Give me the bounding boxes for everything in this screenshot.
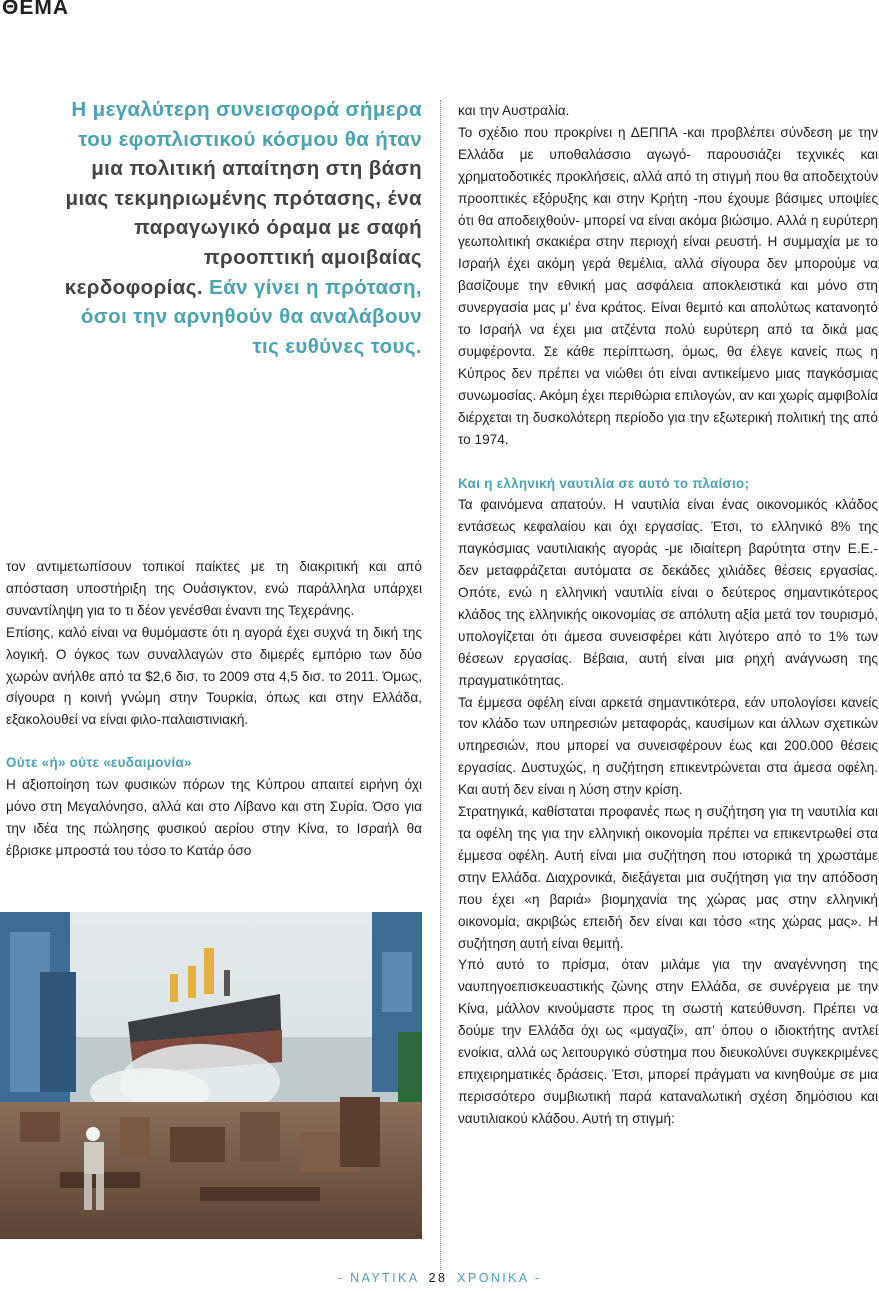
pull-quote-part-1: Η μεγαλύτερη συνεισφορά σήμερα του εφοπλιστικού κόσμου θα ήταν bbox=[71, 98, 422, 151]
subheading: Ούτε «ή» ούτε «ευδαιμονία» bbox=[6, 755, 192, 771]
paragraph: Υπό αυτό το πρίσμα, όταν μιλάμε για την αναγέννηση της ναυπηγοεπισκευαστικής ζώνης στην Ελλάδα, σε συνέργεια με την Κίνα, μάλλον κινούμαστε προς τη σωστή κατεύθυνση. Πρέπει να δούμε την Ελλάδα όχι ως «μαγαζί», απ’ όπου ο ιδιοκτήτης αντλεί ενοίκια, αλλά ως λειτουργικό σύστημα που διευκολύνει συγκεκριμένες επιχειρηματικές δράσεις. Έτσι, μπορεί πράγματι να κινηθούμε σε μια περισσότερο συμβιωτική παρά καταναλωτική σχέση δημόσιου και ναυτιλιακού κλάδου. Αυτή τη στιγμή: bbox=[458, 957, 878, 1126]
section-title: ΘΕΜΑ bbox=[2, 0, 69, 19]
paragraph: Το σχέδιο που προκρίνει η ΔΕΠΠΑ -και προβλέπει σύνδεση με την Ελλάδα με υποθαλάσσιο αγωγό- παρουσιάζει τεχνικές και χρηματοδοτικές προκλήσεις, αλλά από τη στιγμή που θα αποδειχτούν προοπτικές εξόρυξης και στην Κρήτη -που έχουμε βάσιμες υποψίες ότι θα αποδειχθούν- μπορεί να είναι ακόμα βιώσιμο. Αλλά η ευρύτερη γεωπολιτική σκακιέρα στην περιοχή είναι ρευστή. Η συμμαχία με το Ισραήλ έχει ακόμη γερά θεμέλια, αλλά σίγουρα δεν μπορούμε να βασίζουμε την εθνική μας ασφάλεια αποκλειστικά και μόνο στη συνεργασία μας μ’ ένα κράτος. Είναι θεμιτό και απολύτως κατανοητό το Ισραήλ να έχει μια ατζέντα πολύ ευρύτερη από τα δικά μας συμφέροντα. Σε κάθε περίπτωση, όμως, θα έλεγε κανείς πως η Κύπρος δεν πρέπει να νιώθει ότι είναι αντικείμενο μιας παγκόσμιας συνωμοσίας. Ακόμη έχει περιθώρια επιλογών, αν και χωρίς αμφιβολία διέρχεται τη δυσκολότερη περίοδο για την εξωτερική πολιτική της από το 1974. bbox=[458, 124, 878, 447]
paragraph: Τα φαινόμενα απατούν. Η ναυτιλία είναι ένας οικονομικός κλάδος εντάσεως κεφαλαίου και όχι εργασίας. Έτσι, το ελληνικό 8% της παγκόσμιας ναυτιλιακής αγοράς -με ιδιαίτερη βαρύτητα στην Ε.Ε.- δεν μεταφράζεται αυτόματα σε δεκάδες χιλιάδες θέσεις εργασίας. Οπότε, ενώ η ελληνική ναυτιλία είναι ο δεύτερος σημαντικότερος κλάδος της ελληνικής οικονομίας σε απόλυτη αξία μετά τον τουρισμό, υπολογίζεται ότι άμεσα συνεισφέρει κάτι λιγότερο από το 1% των θέσεων εργασίας. Βέβαια, αυτή είναι μια ρηχή ανάγνωση της πραγματικότητας. bbox=[458, 497, 878, 688]
paragraph: Τα έμμεσα οφέλη είναι αρκετά σημαντικότερα, εάν υπολογίσει κανείς τον κλάδο των υπηρεσιών μεταφοράς, καυσίμων και άλλων σχετικών υπηρεσιών, που μπορεί να συνεισφέρουν έως και 200.000 θέσεις εργασίας. Δυστυχώς, η συζήτηση επικεντρώνεται στα άμεσα οφέλη. Και αυτή δεν είναι η λύση στην κρίση. bbox=[458, 694, 878, 798]
right-column bbox=[458, 100, 878, 1130]
paragraph: Στρατηγικά, καθίσταται προφανές πως η συζήτηση για τη ναυτιλία και τα οφέλη της για την ελληνική οικονομία πρέπει να επικεντρωθεί στα έμμεσα οφέλη. Αυτή είναι μια συζήτηση που ιστορικά τη χρωστάμε στην Ελλάδα. Διαχρονικά, διεξάγεται μια συζήτηση για την απόδοση που έχει «η βαριά» βιομηχανία της χώρας μας στην ελληνική οικονομία, ακριβώς επειδή δεν είναι και τόσο «της χώρας μας». Η συζήτηση αυτή είναι θεμιτή. bbox=[458, 804, 878, 951]
footer-magazine-left: - ΝΑΥΤΙΚΑ bbox=[337, 1271, 419, 1285]
footer-magazine-right: ΧΡΟΝΙΚΑ - bbox=[457, 1271, 542, 1285]
page-footer bbox=[0, 1271, 879, 1285]
left-column bbox=[6, 556, 422, 862]
pull-quote-part-2: μια πολιτική απαίτηση στη βάση μιας τεκμηριωμένης πρότασης, ένα παραγωγικό όραμα με σαφή προοπτική αμοιβαίας κερδοφορίας. bbox=[64, 157, 422, 299]
paragraph: και την Αυστραλία. bbox=[458, 103, 570, 118]
column-divider bbox=[440, 100, 441, 1270]
pull-quote bbox=[60, 95, 422, 361]
shipyard-photo bbox=[0, 912, 422, 1239]
paragraph: Η αξιοποίηση των φυσικών πόρων της Κύπρου απαιτεί ειρήνη όχι μόνο στη Μεγαλόνησο, αλλά και στο Λίβανο και στη Συρία. Όσο για την ιδέα της πώλησης φυσικού αερίου στην Κίνα, το Ισραήλ θα έβρισκε μπροστά του τόσο το Κατάρ όσο bbox=[6, 777, 422, 858]
subheading: Και η ελληνική ναυτιλία σε αυτό το πλαίσιο; bbox=[458, 475, 750, 491]
paragraph: Επίσης, καλό είναι να θυμόμαστε ότι η αγορά έχει συχνά τη δική της λογική. Ο όγκος των συναλλαγών στο διμερές εμπόριο των δύο χωρών ανήλθε από τα $2,6 δισ. το 2009 στα 4,5 δισ. το 2011. Όμως, σίγουρα η κοινή γνώμη στην Τουρκία, όπως και στην Ελλάδα, εξακολουθεί να είναι φιλο-παλαιστινιακή. bbox=[6, 624, 422, 728]
page-number: 28 bbox=[428, 1271, 448, 1285]
pull-quote-part-3: Εάν γίνει η πρόταση, όσοι την αρνηθούν θα αναλάβουν τις ευθύνες τους. bbox=[80, 275, 422, 358]
paragraph: τον αντιμετωπίσουν τοπικοί παίκτες με τη διακριτική και από απόσταση υποστήριξη της Ουάσιγκτον, ενώ παράλληλα υπάρχει συναντίληψη για το τι δέον γενέσθαι έναντι της Τεχεράνης. bbox=[6, 559, 422, 618]
